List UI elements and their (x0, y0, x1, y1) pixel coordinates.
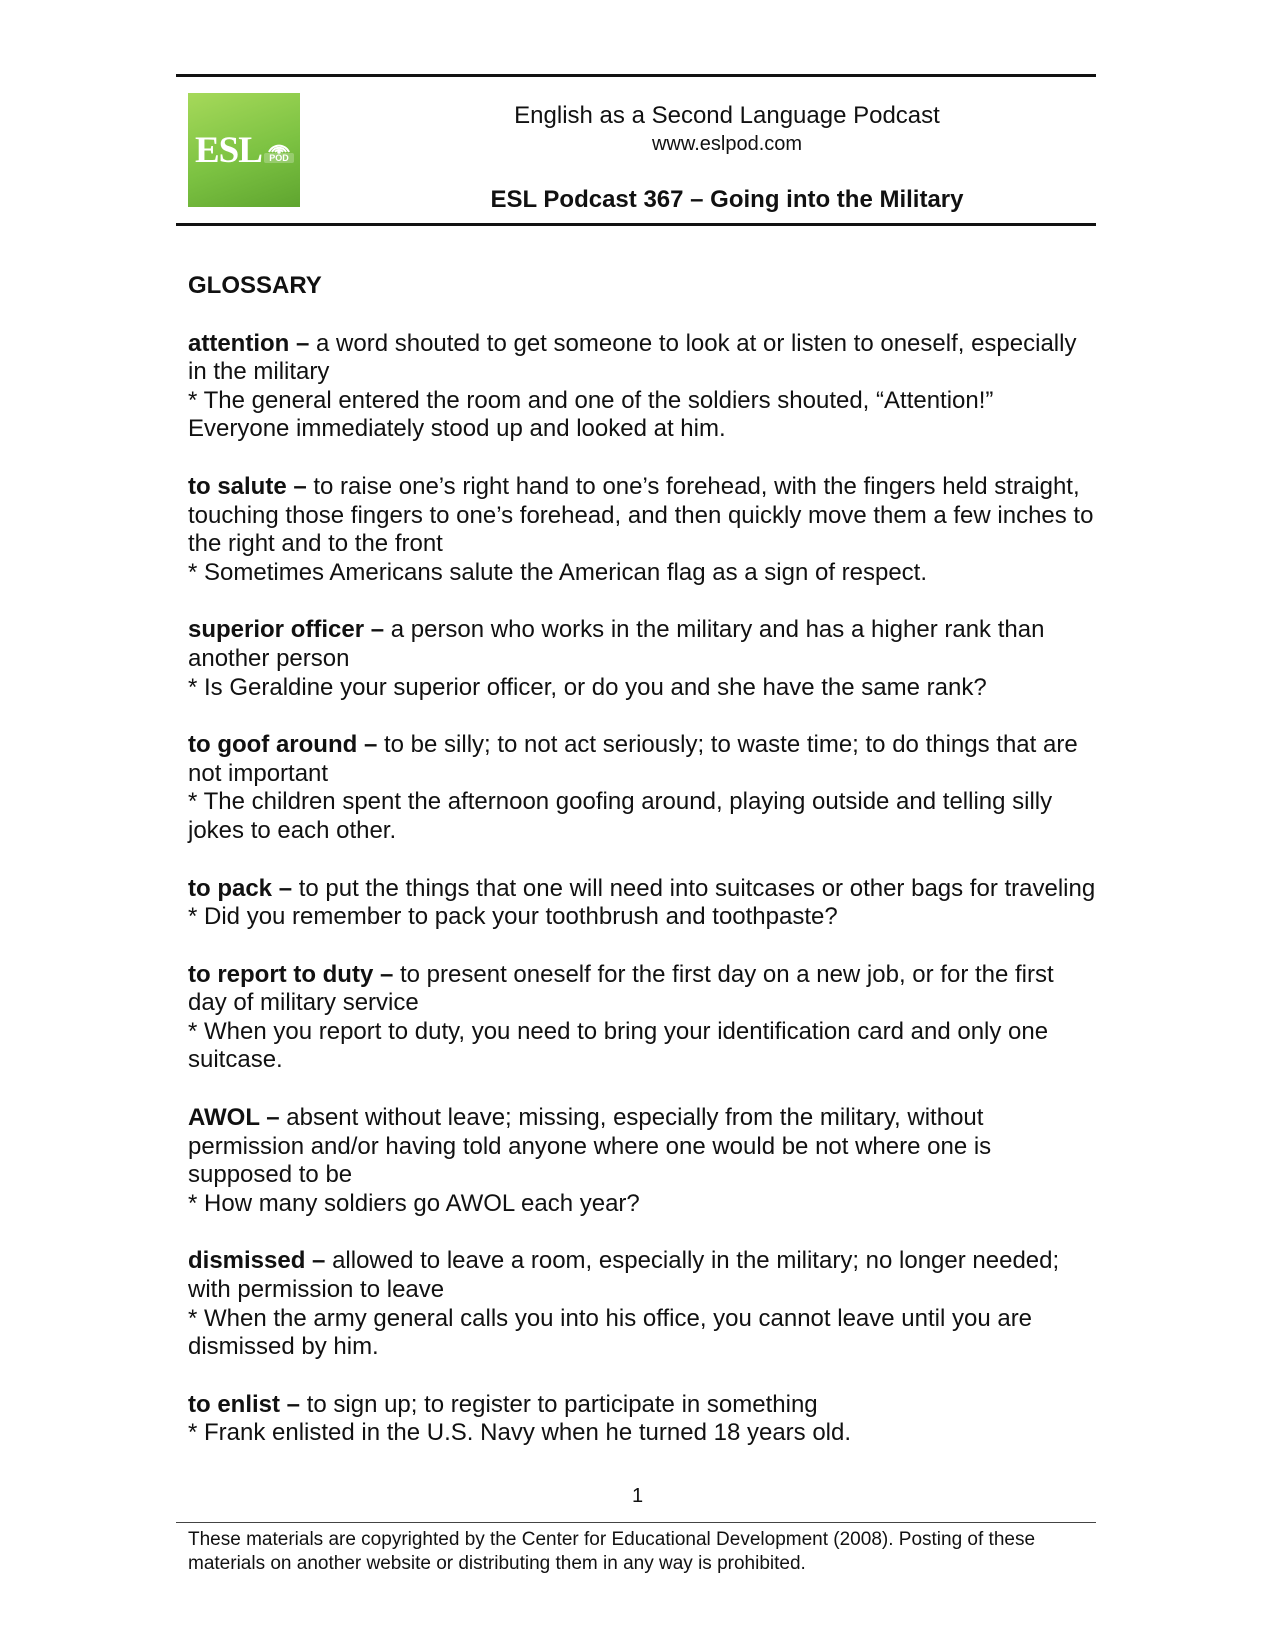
glossary-entry (188, 330, 1098, 444)
glossary-definition: to be silly; to not act seriously; to waste time; to do things that are not important (188, 731, 1078, 787)
copyright-notice: These materials are copyrighted by the Center for Educational Development (2008). Posting of these materials on another website or distributing them in any way is prohibited. (188, 1529, 1036, 1574)
entry-definition-line (188, 616, 1098, 673)
glossary-entry (188, 1104, 1098, 1218)
glossary-term: attention – (188, 329, 310, 357)
entry-definition-line (188, 330, 1098, 387)
header-bottom-rule (176, 223, 1096, 226)
glossary-list (188, 330, 1098, 1448)
glossary-term: AWOL – (188, 1104, 280, 1132)
glossary-example: * When you report to duty, you need to bring your identification card and only one suitcase. (188, 1017, 1049, 1074)
glossary-entry (188, 1391, 1098, 1448)
glossary-example: * Frank enlisted in the U.S. Navy when he turned 18 years old. (188, 1419, 852, 1447)
entry-definition-line (188, 961, 1098, 1018)
entry-definition-line (188, 1391, 1098, 1420)
glossary-entry (188, 473, 1098, 587)
header-top-rule (176, 74, 1096, 77)
podcast-icon (264, 136, 294, 164)
page-number: 1 (631, 1485, 644, 1507)
glossary-example: * How many soldiers go AWOL each year? (188, 1189, 640, 1217)
glossary-example: * Did you remember to pack your toothbrush and toothpaste? (188, 903, 838, 931)
entry-definition-line (188, 1247, 1098, 1304)
glossary-example: * When the army general calls you into his office, you cannot leave until you are dismissed by him. (188, 1304, 1033, 1361)
eslpod-logo (188, 93, 300, 207)
glossary-entry (188, 616, 1098, 702)
episode-title: ESL Podcast 367 – Going into the Military (490, 186, 964, 213)
glossary-definition: to put the things that one will need into suitcases or other bags for traveling (292, 874, 1096, 902)
glossary-definition: to present oneself for the first day on a new job, or for the first day of military service (188, 960, 1054, 1017)
glossary-term: to enlist – (188, 1390, 301, 1418)
site-name: English as a Second Language Podcast (514, 102, 940, 129)
glossary-entry (188, 731, 1098, 845)
glossary-example: * Is Geraldine your superior officer, or do you and she have the same rank? (188, 673, 987, 701)
glossary-heading: GLOSSARY (188, 272, 322, 299)
glossary-term: to salute – (188, 472, 307, 500)
entry-definition-line (188, 875, 1098, 904)
glossary-example: * Sometimes Americans salute the American flag as a sign of respect. (188, 558, 928, 586)
entry-definition-line (188, 473, 1098, 559)
entry-definition-line (188, 1104, 1098, 1190)
glossary-example: * The general entered the room and one of the soldiers shouted, “Attention!” Everyone immediately stood up and looked at him. (188, 386, 994, 443)
logo-text: ESL (195, 130, 262, 171)
glossary-definition: absent without leave; missing, especially from the military, without permission and/or having told anyone where one would be not where one is supposed to be (188, 1104, 992, 1189)
glossary-term: dismissed – (188, 1247, 326, 1275)
logo-badge: POD (264, 153, 294, 163)
glossary-definition: a word shouted to get someone to look at or listen to oneself, especially in the military (188, 329, 1077, 386)
glossary-term: to goof around – (188, 731, 378, 759)
glossary-section (188, 272, 1098, 1477)
glossary-definition: a person who works in the military and has a higher rank than another person (188, 616, 1045, 672)
glossary-entry (188, 1247, 1098, 1361)
glossary-entry (188, 961, 1098, 1075)
glossary-definition: to sign up; to register to participate in something (300, 1390, 818, 1418)
site-url: www.eslpod.com (651, 133, 803, 155)
entry-definition-line (188, 731, 1098, 788)
footer-rule (176, 1522, 1096, 1523)
glossary-term: to pack – (188, 874, 293, 902)
glossary-definition: allowed to leave a room, especially in the military; no longer needed; with permission to leave (188, 1247, 1060, 1304)
glossary-example: * The children spent the afternoon goofing around, playing outside and telling silly jokes to each other. (188, 788, 1053, 844)
glossary-definition: to raise one’s right hand to one’s forehead, with the fingers held straight, touching those fingers to one’s forehead, and then quickly move them a few inches to the right and to the front (188, 472, 1094, 558)
glossary-term: superior officer – (188, 616, 385, 644)
glossary-term: to report to duty – (188, 960, 394, 988)
glossary-entry (188, 875, 1098, 932)
